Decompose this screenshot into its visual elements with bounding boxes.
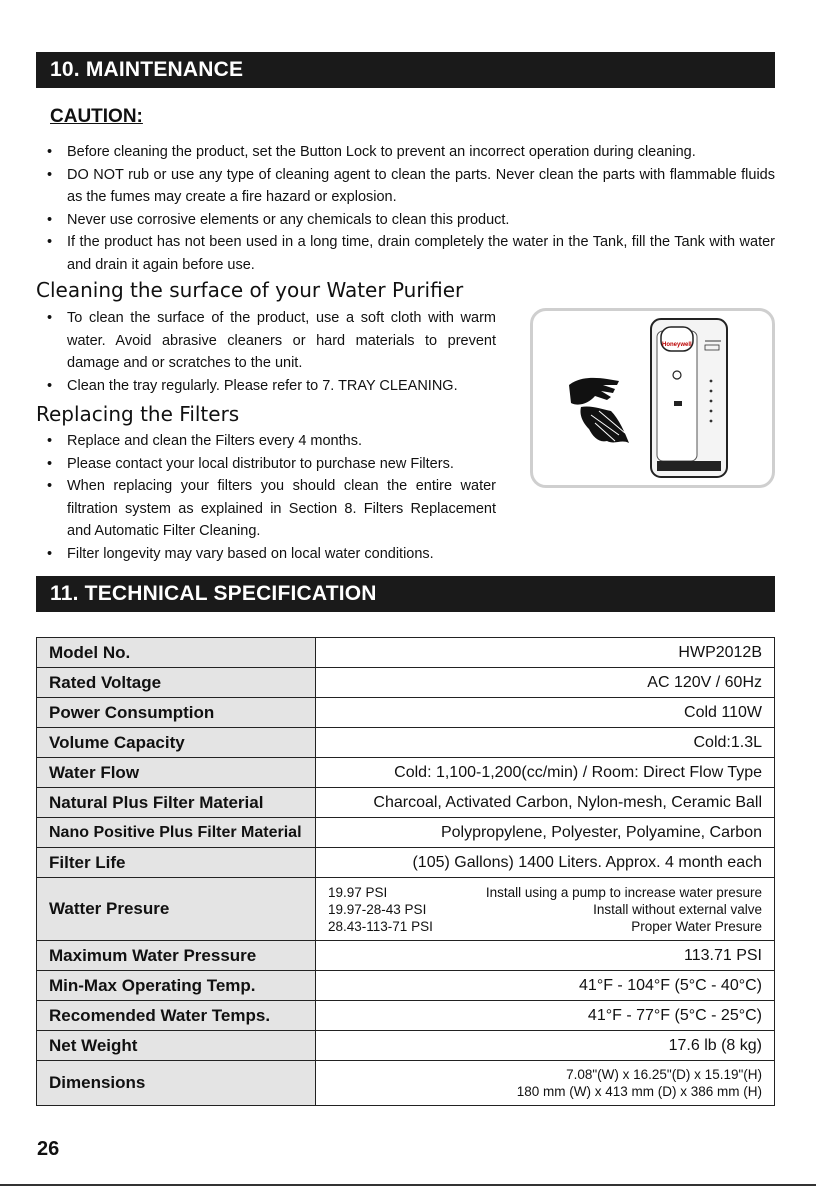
row-label: Recomended Water Temps. — [37, 1001, 316, 1031]
list-item: • When replacing your filters you should clean the entire water filtration system as explained in Section 8. Filters Replacement and Automatic Filter Cleaning. — [36, 475, 496, 543]
row-label: Filter Life — [37, 848, 316, 878]
pressure-psi: 19.97 PSI — [328, 884, 388, 900]
pressure-line — [328, 918, 762, 935]
list-item: • If the product has not been used in a long time, drain completely the water in the Tank, fill the Tank with water and drain it again before use. — [36, 231, 775, 276]
row-label: Model No. — [37, 638, 316, 668]
dimensions-metric: 180 mm (W) x 413 mm (D) x 386 mm (H) — [516, 1084, 762, 1099]
row-label: Nano Positive Plus Filter Material — [37, 818, 316, 848]
pressure-line — [328, 901, 762, 918]
caution-title: CAUTION: — [50, 106, 143, 127]
row-label: Min-Max Operating Temp. — [37, 971, 316, 1001]
brand-logo: Honeywell — [662, 342, 692, 348]
row-label: Water Flow — [37, 758, 316, 788]
cleaning-illustration — [530, 308, 775, 488]
table-row — [37, 1031, 775, 1061]
dimensions-value — [316, 1061, 775, 1106]
spec-table — [36, 637, 775, 1106]
table-row — [37, 788, 775, 818]
row-value: 17.6 lb (8 kg) — [316, 1031, 775, 1061]
caution-list — [36, 141, 775, 276]
row-label: Maximum Water Pressure — [37, 941, 316, 971]
cleaning-list — [36, 307, 496, 397]
row-label: Power Consumption — [37, 698, 316, 728]
row-value: Cold: 1,100-1,200(cc/min) / Room: Direct Flow Type — [316, 758, 775, 788]
pressure-line — [328, 884, 762, 901]
spec-heading: 11. TECHNICAL SPECIFICATION — [36, 576, 775, 612]
row-value: 41°F - 104°F (5°C - 40°C) — [316, 971, 775, 1001]
row-label: Natural Plus Filter Material — [37, 788, 316, 818]
list-item: • DO NOT rub or use any type of cleaning agent to clean the parts. Never clean the parts with flammable fluids as the fumes may create a fire hazard or explosion. — [36, 164, 775, 209]
row-label: Dimensions — [37, 1061, 316, 1106]
filters-list — [36, 430, 496, 565]
list-item: • Please contact your local distributor to purchase new Filters. — [36, 453, 496, 476]
table-row — [37, 728, 775, 758]
row-label: Rated Voltage — [37, 668, 316, 698]
pressure-psi: 28.43-113-71 PSI — [328, 918, 433, 934]
list-item: • Never use corrosive elements or any chemicals to clean this product. — [36, 209, 775, 232]
row-label: Watter Presure — [37, 878, 316, 941]
row-value: AC 120V / 60Hz — [316, 668, 775, 698]
table-row — [37, 758, 775, 788]
pressure-note: Install without external valve — [593, 901, 762, 917]
table-row — [37, 1061, 775, 1106]
table-row — [37, 818, 775, 848]
row-value: HWP2012B — [316, 638, 775, 668]
table-row — [37, 668, 775, 698]
pressure-note: Proper Water Presure — [631, 918, 762, 934]
water-purifier-icon — [533, 311, 772, 485]
row-value: 113.71 PSI — [316, 941, 775, 971]
row-value: Polypropylene, Polyester, Polyamine, Carbon — [316, 818, 775, 848]
row-label: Net Weight — [37, 1031, 316, 1061]
table-row — [37, 971, 775, 1001]
table-row — [37, 878, 775, 941]
table-row — [37, 638, 775, 668]
list-item: • Filter longevity may vary based on local water conditions. — [36, 543, 496, 566]
table-row — [37, 698, 775, 728]
list-item: • Replace and clean the Filters every 4 months. — [36, 430, 496, 453]
pressure-value — [316, 878, 775, 941]
list-item: • To clean the surface of the product, use a soft cloth with warm water. Avoid abrasive cleaners or hard materials to prevent damage and or scratches to the unit. — [36, 307, 496, 375]
hand-icon — [569, 378, 619, 405]
page-number: 26 — [37, 1138, 60, 1160]
row-value: Charcoal, Activated Carbon, Nylon-mesh, Ceramic Ball — [316, 788, 775, 818]
dimensions-imperial: 7.08"(W) x 16.25"(D) x 15.19"(H) — [566, 1067, 762, 1082]
cleaning-title: Cleaning the surface of your Water Purifier — [36, 278, 464, 302]
list-item: • Clean the tray regularly. Please refer to 7. TRAY CLEANING. — [36, 375, 496, 398]
row-value: 41°F - 77°F (5°C - 25°C) — [316, 1001, 775, 1031]
row-value: Cold 110W — [316, 698, 775, 728]
row-label: Volume Capacity — [37, 728, 316, 758]
pressure-note: Install using a pump to increase water presure — [485, 884, 762, 900]
table-row — [37, 941, 775, 971]
row-value: (105) Gallons) 1400 Liters. Approx. 4 month each — [316, 848, 775, 878]
maintenance-heading: 10. MAINTENANCE — [36, 52, 775, 88]
list-item: • Before cleaning the product, set the Button Lock to prevent an incorrect operation during cleaning. — [36, 141, 775, 164]
table-row — [37, 1001, 775, 1031]
bottom-rule — [0, 1184, 816, 1186]
pressure-psi: 19.97-28-43 PSI — [328, 901, 427, 917]
table-row — [37, 848, 775, 878]
filters-title: Replacing the Filters — [36, 402, 240, 426]
row-value: Cold:1.3L — [316, 728, 775, 758]
